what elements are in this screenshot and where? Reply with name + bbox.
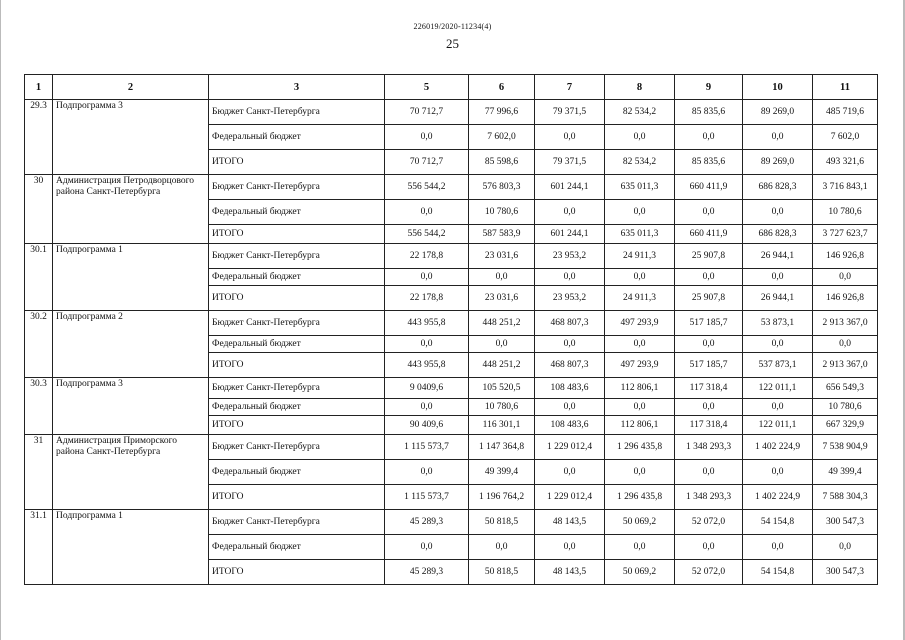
amount-cell: 0,0 xyxy=(535,336,605,353)
amount-cell: 49 399,4 xyxy=(813,460,878,485)
amount-cell: 660 411,9 xyxy=(675,175,743,200)
amount-cell: 24 911,3 xyxy=(605,286,675,311)
amount-cell: 52 072,0 xyxy=(675,560,743,585)
amount-cell: 1 296 435,8 xyxy=(605,435,675,460)
program-name: Подпрограмма 3 xyxy=(53,100,209,175)
amount-cell: 50 069,2 xyxy=(605,510,675,535)
amount-cell: 0,0 xyxy=(535,535,605,560)
amount-cell: 517 185,7 xyxy=(675,311,743,336)
amount-cell: 7 602,0 xyxy=(813,125,878,150)
amount-cell: 601 244,1 xyxy=(535,175,605,200)
column-header: 6 xyxy=(469,75,535,100)
amount-cell: 52 072,0 xyxy=(675,510,743,535)
table-body xyxy=(25,100,878,585)
amount-cell: 1 115 573,7 xyxy=(385,435,469,460)
amount-cell: 7 602,0 xyxy=(469,125,535,150)
amount-cell: 0,0 xyxy=(605,269,675,286)
amount-cell: 601 244,1 xyxy=(535,225,605,244)
amount-cell: 2 913 367,0 xyxy=(813,353,878,378)
amount-cell: 122 011,1 xyxy=(743,416,813,435)
scan-left-edge xyxy=(0,0,1,640)
funding-source: ИТОГО xyxy=(209,150,385,175)
amount-cell: 468 807,3 xyxy=(535,353,605,378)
amount-cell: 0,0 xyxy=(675,269,743,286)
amount-cell: 23 031,6 xyxy=(469,244,535,269)
row-index: 31 xyxy=(25,435,53,510)
amount-cell: 82 534,2 xyxy=(605,100,675,125)
amount-cell: 0,0 xyxy=(535,460,605,485)
amount-cell: 1 402 224,9 xyxy=(743,435,813,460)
amount-cell: 117 318,4 xyxy=(675,378,743,399)
table-header-row xyxy=(25,75,878,100)
program-name: Подпрограмма 2 xyxy=(53,311,209,378)
amount-cell: 146 926,8 xyxy=(813,244,878,269)
amount-cell: 0,0 xyxy=(743,535,813,560)
amount-cell: 1 229 012,4 xyxy=(535,485,605,510)
amount-cell: 48 143,5 xyxy=(535,560,605,585)
table-row xyxy=(25,100,878,125)
amount-cell: 0,0 xyxy=(385,460,469,485)
amount-cell: 112 806,1 xyxy=(605,416,675,435)
amount-cell: 23 031,6 xyxy=(469,286,535,311)
amount-cell: 300 547,3 xyxy=(813,560,878,585)
amount-cell: 0,0 xyxy=(743,125,813,150)
budget-table xyxy=(24,74,878,585)
amount-cell: 556 544,2 xyxy=(385,225,469,244)
column-header: 5 xyxy=(385,75,469,100)
amount-cell: 0,0 xyxy=(469,535,535,560)
amount-cell: 50 818,5 xyxy=(469,560,535,585)
column-header: 7 xyxy=(535,75,605,100)
funding-source: ИТОГО xyxy=(209,353,385,378)
row-index: 30.3 xyxy=(25,378,53,435)
table-row xyxy=(25,378,878,399)
amount-cell: 10 780,6 xyxy=(813,200,878,225)
amount-cell: 89 269,0 xyxy=(743,100,813,125)
amount-cell: 0,0 xyxy=(743,200,813,225)
amount-cell: 1 229 012,4 xyxy=(535,435,605,460)
amount-cell: 1 115 573,7 xyxy=(385,485,469,510)
amount-cell: 537 873,1 xyxy=(743,353,813,378)
amount-cell: 10 780,6 xyxy=(813,399,878,416)
amount-cell: 105 520,5 xyxy=(469,378,535,399)
amount-cell: 0,0 xyxy=(743,399,813,416)
funding-source: Федеральный бюджет xyxy=(209,535,385,560)
amount-cell: 1 296 435,8 xyxy=(605,485,675,510)
amount-cell: 54 154,8 xyxy=(743,560,813,585)
amount-cell: 49 399,4 xyxy=(469,460,535,485)
table-row xyxy=(25,244,878,269)
funding-source: Федеральный бюджет xyxy=(209,125,385,150)
funding-source: Федеральный бюджет xyxy=(209,399,385,416)
funding-source: Бюджет Санкт-Петербурга xyxy=(209,510,385,535)
program-name: Подпрограмма 3 xyxy=(53,378,209,435)
amount-cell: 26 944,1 xyxy=(743,244,813,269)
amount-cell: 0,0 xyxy=(743,269,813,286)
amount-cell: 0,0 xyxy=(813,269,878,286)
amount-cell: 0,0 xyxy=(605,399,675,416)
amount-cell: 1 348 293,3 xyxy=(675,485,743,510)
amount-cell: 556 544,2 xyxy=(385,175,469,200)
amount-cell: 77 996,6 xyxy=(469,100,535,125)
amount-cell: 0,0 xyxy=(675,336,743,353)
amount-cell: 3 727 623,7 xyxy=(813,225,878,244)
amount-cell: 85 835,6 xyxy=(675,100,743,125)
amount-cell: 0,0 xyxy=(535,125,605,150)
funding-source: ИТОГО xyxy=(209,225,385,244)
amount-cell: 517 185,7 xyxy=(675,353,743,378)
amount-cell: 0,0 xyxy=(385,269,469,286)
amount-cell: 443 955,8 xyxy=(385,311,469,336)
column-header: 9 xyxy=(675,75,743,100)
document-registration-number: 226019/2020-11234(4) xyxy=(413,22,492,31)
amount-cell: 45 289,3 xyxy=(385,510,469,535)
amount-cell: 0,0 xyxy=(469,336,535,353)
amount-cell: 23 953,2 xyxy=(535,244,605,269)
amount-cell: 79 371,5 xyxy=(535,100,605,125)
amount-cell: 89 269,0 xyxy=(743,150,813,175)
amount-cell: 22 178,8 xyxy=(385,286,469,311)
amount-cell: 70 712,7 xyxy=(385,100,469,125)
table-row xyxy=(25,175,878,200)
amount-cell: 45 289,3 xyxy=(385,560,469,585)
amount-cell: 0,0 xyxy=(675,399,743,416)
program-name: Подпрограмма 1 xyxy=(53,244,209,311)
column-header: 10 xyxy=(743,75,813,100)
amount-cell: 10 780,6 xyxy=(469,399,535,416)
amount-cell: 0,0 xyxy=(743,336,813,353)
amount-cell: 10 780,6 xyxy=(469,200,535,225)
amount-cell: 497 293,9 xyxy=(605,311,675,336)
amount-cell: 25 907,8 xyxy=(675,244,743,269)
amount-cell: 0,0 xyxy=(605,200,675,225)
amount-cell: 50 818,5 xyxy=(469,510,535,535)
funding-source: Федеральный бюджет xyxy=(209,460,385,485)
amount-cell: 48 143,5 xyxy=(535,510,605,535)
row-index: 30.1 xyxy=(25,244,53,311)
amount-cell: 25 907,8 xyxy=(675,286,743,311)
amount-cell: 2 913 367,0 xyxy=(813,311,878,336)
funding-source: Федеральный бюджет xyxy=(209,269,385,286)
column-header: 8 xyxy=(605,75,675,100)
funding-source: ИТОГО xyxy=(209,485,385,510)
column-header: 2 xyxy=(53,75,209,100)
row-index: 31.1 xyxy=(25,510,53,585)
amount-cell: 0,0 xyxy=(535,399,605,416)
amount-cell: 0,0 xyxy=(675,200,743,225)
amount-cell: 448 251,2 xyxy=(469,311,535,336)
amount-cell: 443 955,8 xyxy=(385,353,469,378)
amount-cell: 108 483,6 xyxy=(535,416,605,435)
amount-cell: 0,0 xyxy=(813,336,878,353)
funding-source: ИТОГО xyxy=(209,416,385,435)
amount-cell: 686 828,3 xyxy=(743,225,813,244)
amount-cell: 79 371,5 xyxy=(535,150,605,175)
amount-cell: 0,0 xyxy=(535,269,605,286)
amount-cell: 54 154,8 xyxy=(743,510,813,535)
funding-source: Бюджет Санкт-Петербурга xyxy=(209,100,385,125)
amount-cell: 9 0409,6 xyxy=(385,378,469,399)
funding-source: Федеральный бюджет xyxy=(209,200,385,225)
amount-cell: 0,0 xyxy=(675,125,743,150)
program-name: Подпрограмма 1 xyxy=(53,510,209,585)
amount-cell: 23 953,2 xyxy=(535,286,605,311)
amount-cell: 485 719,6 xyxy=(813,100,878,125)
amount-cell: 0,0 xyxy=(385,399,469,416)
amount-cell: 1 147 364,8 xyxy=(469,435,535,460)
funding-source: Бюджет Санкт-Петербурга xyxy=(209,435,385,460)
amount-cell: 300 547,3 xyxy=(813,510,878,535)
column-header: 11 xyxy=(813,75,878,100)
funding-source: Бюджет Санкт-Петербурга xyxy=(209,378,385,399)
amount-cell: 493 321,6 xyxy=(813,150,878,175)
amount-cell: 1 196 764,2 xyxy=(469,485,535,510)
amount-cell: 3 716 843,1 xyxy=(813,175,878,200)
amount-cell: 7 538 904,9 xyxy=(813,435,878,460)
amount-cell: 0,0 xyxy=(469,269,535,286)
amount-cell: 0,0 xyxy=(385,336,469,353)
amount-cell: 656 549,3 xyxy=(813,378,878,399)
amount-cell: 108 483,6 xyxy=(535,378,605,399)
row-index: 29.3 xyxy=(25,100,53,175)
amount-cell: 576 803,3 xyxy=(469,175,535,200)
table-row xyxy=(25,311,878,336)
funding-source: ИТОГО xyxy=(209,560,385,585)
amount-cell: 85 598,6 xyxy=(469,150,535,175)
amount-cell: 587 583,9 xyxy=(469,225,535,244)
table-row xyxy=(25,435,878,460)
amount-cell: 85 835,6 xyxy=(675,150,743,175)
amount-cell: 0,0 xyxy=(385,125,469,150)
amount-cell: 0,0 xyxy=(385,535,469,560)
amount-cell: 26 944,1 xyxy=(743,286,813,311)
program-name: Администрация Приморского района Санкт-Петербурга xyxy=(53,435,209,510)
amount-cell: 112 806,1 xyxy=(605,378,675,399)
amount-cell: 116 301,1 xyxy=(469,416,535,435)
funding-source: Бюджет Санкт-Петербурга xyxy=(209,311,385,336)
row-index: 30.2 xyxy=(25,311,53,378)
funding-source: ИТОГО xyxy=(209,286,385,311)
amount-cell: 468 807,3 xyxy=(535,311,605,336)
amount-cell: 0,0 xyxy=(605,535,675,560)
amount-cell: 146 926,8 xyxy=(813,286,878,311)
amount-cell: 0,0 xyxy=(605,460,675,485)
amount-cell: 117 318,4 xyxy=(675,416,743,435)
amount-cell: 497 293,9 xyxy=(605,353,675,378)
amount-cell: 448 251,2 xyxy=(469,353,535,378)
amount-cell: 0,0 xyxy=(605,336,675,353)
table-row xyxy=(25,510,878,535)
column-header: 1 xyxy=(25,75,53,100)
program-name: Администрация Петродворцового района Санкт-Петербурга xyxy=(53,175,209,244)
amount-cell: 0,0 xyxy=(605,125,675,150)
amount-cell: 82 534,2 xyxy=(605,150,675,175)
row-index: 30 xyxy=(25,175,53,244)
amount-cell: 0,0 xyxy=(675,460,743,485)
amount-cell: 0,0 xyxy=(535,200,605,225)
amount-cell: 53 873,1 xyxy=(743,311,813,336)
amount-cell: 0,0 xyxy=(385,200,469,225)
amount-cell: 1 348 293,3 xyxy=(675,435,743,460)
amount-cell: 70 712,7 xyxy=(385,150,469,175)
amount-cell: 0,0 xyxy=(743,460,813,485)
amount-cell: 90 409,6 xyxy=(385,416,469,435)
funding-source: Бюджет Санкт-Петербурга xyxy=(209,175,385,200)
amount-cell: 635 011,3 xyxy=(605,225,675,244)
amount-cell: 122 011,1 xyxy=(743,378,813,399)
amount-cell: 667 329,9 xyxy=(813,416,878,435)
amount-cell: 22 178,8 xyxy=(385,244,469,269)
amount-cell: 660 411,9 xyxy=(675,225,743,244)
amount-cell: 7 588 304,3 xyxy=(813,485,878,510)
column-header: 3 xyxy=(209,75,385,100)
funding-source: Бюджет Санкт-Петербурга xyxy=(209,244,385,269)
amount-cell: 24 911,3 xyxy=(605,244,675,269)
funding-source: Федеральный бюджет xyxy=(209,336,385,353)
page-number: 25 xyxy=(446,36,459,51)
amount-cell: 0,0 xyxy=(813,535,878,560)
amount-cell: 1 402 224,9 xyxy=(743,485,813,510)
amount-cell: 686 828,3 xyxy=(743,175,813,200)
amount-cell: 635 011,3 xyxy=(605,175,675,200)
amount-cell: 0,0 xyxy=(675,535,743,560)
amount-cell: 50 069,2 xyxy=(605,560,675,585)
